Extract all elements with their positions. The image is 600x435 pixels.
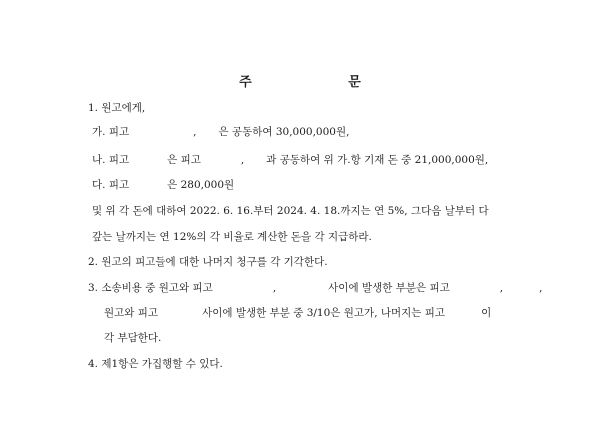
item-1-na-part2: 은 피고 [167,154,201,166]
item-1-tail-line-2: 갚는 날까지는 연 12%의 각 비율로 계산한 돈을 각 지급하라. [92,231,372,243]
item-3-comma-1: , [272,282,277,294]
item-3-text-c: 사이에 발생한 부분은 피고 [328,282,450,294]
item-1-ga [92,125,349,139]
item-3-text-2b: 사이에 발생한 부분 중 3/10은 원고가, 나머지는 피고 [202,307,446,319]
item-3-comma-3: , [539,282,543,294]
item-1-na-comma: , [240,154,245,166]
item-1-da [92,178,234,192]
item-4: 4. 제1항은 가집행할 수 있다. [88,358,223,370]
item-3-line-1 [88,281,542,295]
item-1-ga-label: 가. 피고 [92,126,130,138]
page-title: 주 문 [239,75,407,90]
item-1-header: 1. 원고에게, [88,102,146,114]
item-3-line-3: 각 부담한다. [104,332,162,344]
item-2: 2. 원고의 피고들에 대한 나머지 청구를 각 기각한다. [88,256,328,268]
item-1-na-text: 과 공동하여 위 가.항 기재 돈 중 21,000,000원, [266,154,489,166]
item-1-ga-comma: , [193,126,197,138]
item-3-line-2 [104,306,491,320]
item-1-da-label: 다. 피고 [92,179,130,191]
item-3-text-a: 3. 소송비용 중 원고와 피고 [88,282,213,294]
item-3-comma-2: , [499,282,504,294]
item-1-tail-line-1: 및 위 각 돈에 대하여 2022. 6. 16.부터 2024. 4. 18.까지는 연 5%, 그다음 날부터 다 [92,205,489,217]
item-3-text-2a: 원고와 피고 [104,307,159,319]
item-1-ga-text: 은 공동하여 30,000,000원, [218,126,350,138]
item-1-na [92,153,488,167]
item-1-na-label: 나. 피고 [92,154,130,166]
item-3-text-2c: 이 [481,307,492,319]
item-1-da-text: 은 280,000원 [167,179,235,191]
